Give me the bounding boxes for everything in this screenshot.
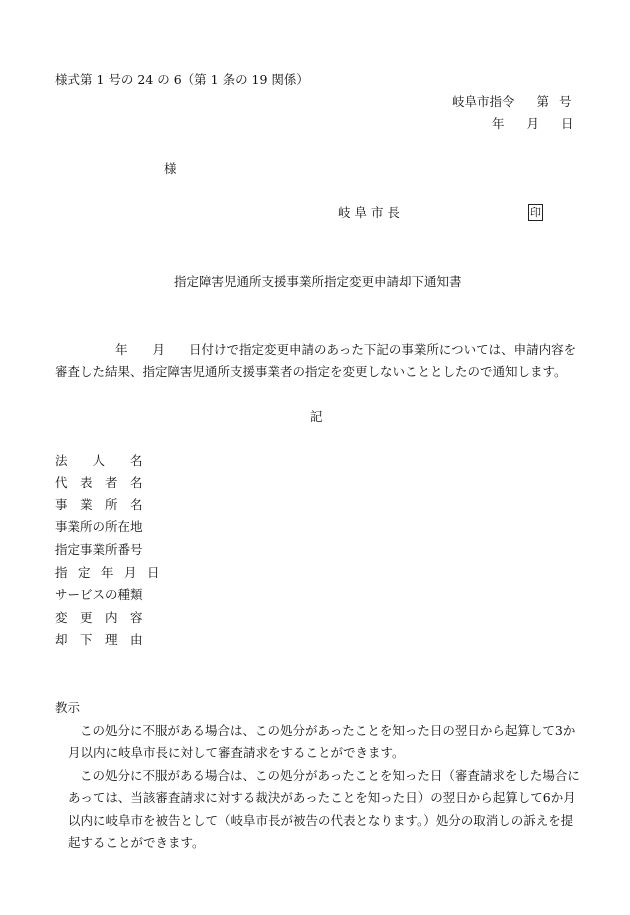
notice-p2-line-2: あっては、当該審査請求に対する裁決があったことを知った日）の翌日から起算して6か月: [68, 790, 576, 805]
date-month: 月: [526, 116, 540, 131]
doc-number-prefix: 岐阜市指令: [452, 94, 515, 109]
field-label-change-content: 変 更 内 容: [55, 610, 143, 625]
field-label-rejection-reason: 却 下 理 由: [55, 632, 143, 647]
field-label-corporation-name: 法 人 名: [55, 453, 143, 468]
field-label-designation-date: 指 定 年 月 日: [55, 565, 159, 580]
date-year: 年: [492, 116, 505, 131]
ki-marker: 記: [310, 409, 323, 424]
body-line-1: [115, 342, 576, 358]
form-number: 様式第 1 号の 24 の 6（第 1 条の 19 関係）: [55, 72, 309, 87]
notice-p1-line-2: 月以内に岐阜市長に対して審査請求をすることができます。: [68, 745, 405, 760]
notice-p1-line-1: この処分に不服がある場合は、この処分があったことを知った日の翌日から起算して3か: [80, 723, 576, 738]
seal-mark: [528, 204, 543, 221]
field-label-office-number: 指定事業所番号: [55, 542, 143, 557]
document-number-line: [452, 94, 572, 110]
body-year: 年: [115, 342, 128, 357]
seal-box: 印: [530, 206, 541, 219]
body-line-1-rest: 日付けで指定変更申請のあった下記の事業所については、申請内容を: [189, 342, 577, 357]
date-line: [492, 116, 574, 132]
field-label-representative-name: 代 表 者 名: [55, 475, 143, 490]
document-title: 指定障害児通所支援事業所指定変更申請却下通知書: [174, 274, 462, 289]
body-month: 月: [152, 342, 166, 357]
field-label-service-type: サービスの種類: [55, 587, 143, 602]
field-label-office-address: 事業所の所在地: [55, 519, 143, 534]
field-label-office-name: 事 業 所 名: [55, 497, 143, 512]
issuer: 岐 阜 市 長: [338, 205, 400, 220]
notice-p2-line-3: 以内に岐阜市を被告として（岐阜市長が被告の代表となります。）処分の取消しの訴えを提: [68, 813, 574, 828]
notice-p2-line-1: この処分に不服がある場合は、この処分があったことを知った日（審査請求をした場合に: [80, 768, 580, 783]
body-line-2: 審査した結果、指定障害児通所支援事業者の指定を変更しないこととしたので通知します。: [55, 364, 567, 379]
doc-number-go: 号: [559, 94, 572, 109]
addressee-suffix: 様: [164, 161, 177, 176]
notice-p2-line-4: 起することができます。: [68, 835, 205, 850]
notice-heading: 教示: [55, 700, 81, 715]
doc-number-dai: 第: [536, 94, 550, 109]
date-day: 日: [561, 116, 574, 131]
